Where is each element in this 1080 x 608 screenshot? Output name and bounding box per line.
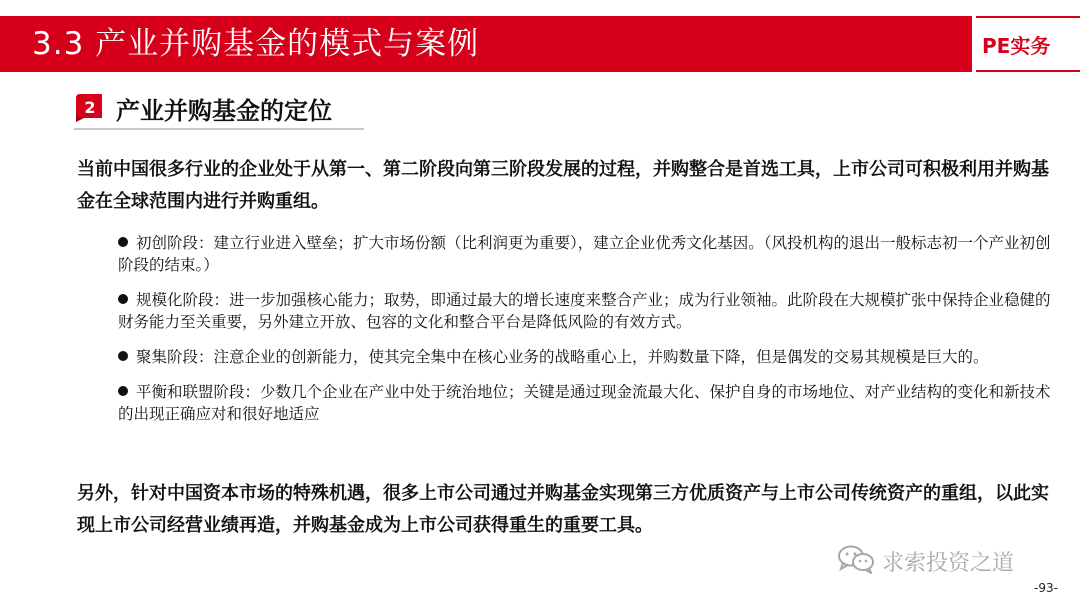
watermark-text: 求索投资之道 [882, 551, 1015, 576]
section-number: 2 [84, 98, 96, 117]
page-number: -93- [1034, 581, 1058, 595]
closing-paragraph: 另外，针对中国资本市场的特殊机遇，很多上市公司通过并购基金实现第三方优质资产与上市公司传统资产的重组，以此实现上市公司经营业绩再造，并购基金成为上市公司获得重生的重要工具。 [77, 483, 1049, 536]
bullet-dot-icon [118, 294, 128, 304]
bullet-item [118, 381, 1063, 425]
section-title: 产业并购基金的定位 [116, 97, 332, 125]
bullet-text: 聚集阶段：注意企业的创新能力，使其完全集中在核心业务的战略重心上，并购数量下降，但是偶发的交易其规模是巨大的。 [136, 348, 989, 366]
bullet-text: 初创阶段：建立行业进入壁垒；扩大市场份额（比利润更为重要），建立企业优秀文化基因。（风投机构的退出一般标志初一个产业初创阶段的结束。） [118, 234, 1051, 274]
section-underline [74, 128, 364, 130]
bullet-item [118, 289, 1063, 333]
intro-paragraph: 当前中国很多行业的企业处于从第一、第二阶段向第三阶段发展的过程，并购整合是首选工具，上市公司可积极利用并购基金在全球范围内进行并购重组。 [77, 159, 1049, 212]
bullet-list [118, 232, 1063, 438]
bullet-text: 规模化阶段：进一步加强核心能力；取势，即通过最大的增长速度来整合产业；成为行业领袖。此阶段在大规模扩张中保持企业稳健的财务能力至关重要，另外建立开放、包容的文化和整合平台是降低风险的有效方式。 [118, 291, 1051, 331]
bullet-dot-icon [118, 351, 128, 361]
bullet-item [118, 232, 1063, 276]
brand-logo-text: PE实务 [982, 34, 1051, 58]
wechat-icon [836, 544, 876, 574]
bullet-text: 平衡和联盟阶段：少数几个企业在产业中处于统治地位；关键是通过现金流最大化、保护自身的市场地位、对产业结构的变化和新技术的出现正确应对和很好地适应 [118, 383, 1051, 423]
bullet-dot-icon [118, 237, 128, 247]
bullet-item [118, 346, 1063, 368]
bullet-dot-icon [118, 386, 128, 396]
slide-title: 3.3 产业并购基金的模式与案例 [32, 26, 480, 62]
